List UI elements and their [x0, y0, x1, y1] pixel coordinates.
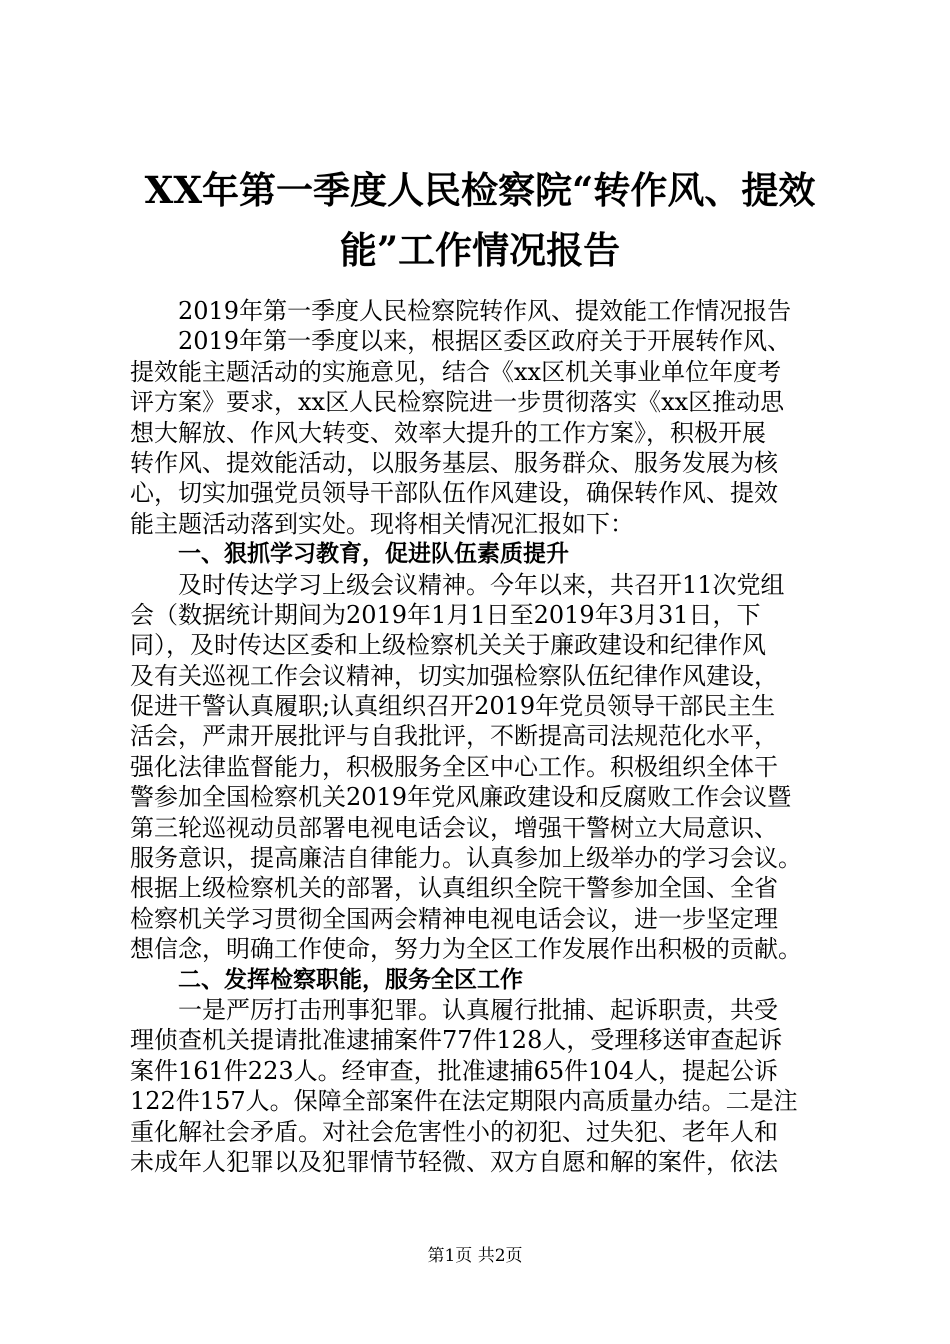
title-line-2: 能”工作情况报告	[339, 228, 621, 272]
section-heading: 一、狠抓学习教育，促进队伍素质提升	[178, 541, 569, 568]
text-line: 第三轮巡视动员部署电视电话会议，增强干警树立大局意识、	[130, 813, 778, 842]
text-line: 想大解放、作风大转变、效率大提升的工作方案》，积极开展	[130, 418, 766, 447]
section-heading: 二、发挥检察职能，服务全区工作	[178, 966, 523, 993]
text-line: 强化法律监督能力，积极服务全区中心工作。积极组织全体干	[130, 752, 778, 781]
text-line: 警参加全国检察机关2019年党风廉政建设和反腐败工作会议暨	[130, 783, 792, 812]
text-line: 能主题活动落到实处。现将相关情况汇报如下：	[130, 509, 634, 538]
text-line: 心，切实加强党员领导干部队伍作风建设，确保转作风、提效	[130, 479, 778, 508]
text-line: 理侦查机关提请批准逮捕案件77件128人，受理移送审查起诉	[130, 1026, 783, 1055]
text-line: 一是严厉打击刑事犯罪。认真履行批捕、起诉职责，共受	[178, 995, 778, 1024]
text-line: 2019年第一季度以来，根据区委区政府关于开展转作风、	[178, 327, 792, 356]
text-line: 根据上级检察机关的部署，认真组织全院干警参加全国、全省	[130, 874, 778, 903]
text-line: 检察机关学习贯彻全国两会精神电视电话会议，进一步坚定理	[130, 904, 778, 933]
document-title	[130, 160, 830, 280]
document-body	[130, 296, 830, 1177]
title-line-1: XX年第一季度人民检察院“转作风、提效	[144, 168, 816, 212]
text-line: 提效能主题活动的实施意见，结合《xx区机关事业单位年度考	[130, 357, 782, 386]
text-line: 122件157人。保障全部案件在法定期限内高质量办结。二是注	[130, 1087, 798, 1116]
text-line: 同），及时传达区委和上级检察机关关于廉政建设和纪律作风	[130, 631, 766, 660]
text-line: 及有关巡视工作会议精神，切实加强检察队伍纪律作风建设，	[130, 661, 778, 690]
text-line: 2019年第一季度人民检察院转作风、提效能工作情况报告	[178, 297, 792, 325]
text-line: 转作风、提效能活动，以服务基层、服务群众、服务发展为核	[130, 448, 778, 477]
text-line: 促进干警认真履职;认真组织召开2019年党员领导干部民主生	[130, 692, 776, 721]
text-line: 评方案》要求，xx区人民检察院进一步贯彻落实《xx区推动思	[130, 388, 785, 417]
text-line: 未成年人犯罪以及犯罪情节轻微、双方自愿和解的案件，依法	[130, 1147, 778, 1176]
text-line: 会（数据统计期间为2019年1月1日至2019年3月31日，下	[130, 600, 761, 629]
text-line: 服务意识，提高廉洁自律能力。认真参加上级举办的学习会议。	[130, 844, 802, 873]
text-line: 想信念，明确工作使命，努力为全区工作发展作出积极的贡献。	[130, 935, 802, 964]
text-line: 活会，严肃开展批评与自我批评，不断提高司法规范化水平，	[130, 722, 778, 751]
page-footer: 第1页 共2页	[427, 1246, 523, 1266]
text-line: 重化解社会矛盾。对社会危害性小的初犯、过失犯、老年人和	[130, 1117, 778, 1146]
text-line: 案件161件223人。经审查，批准逮捕65件104人，提起公诉	[130, 1056, 778, 1085]
text-line: 及时传达学习上级会议精神。今年以来，共召开11次党组	[178, 570, 785, 599]
